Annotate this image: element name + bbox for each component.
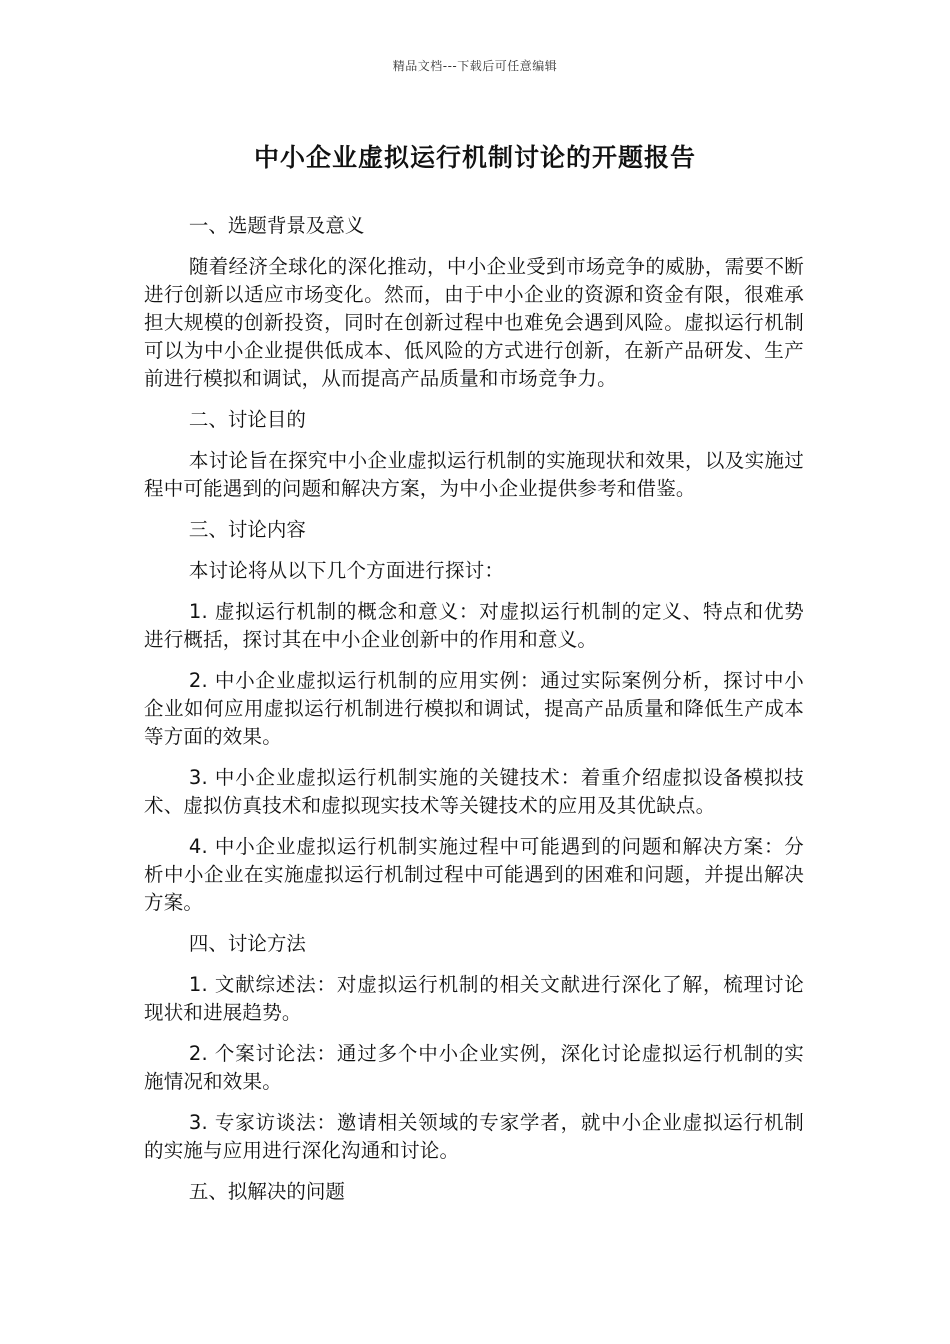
paragraph-content-intro: 本讨论将从以下几个方面进行探讨：	[188, 559, 505, 582]
list-item-method-3: 3. 专家访谈法：邀请相关领域的专家学者，就中小企业虚拟运行机制的实施与应用进行深化沟通和讨论。	[144, 1111, 804, 1162]
list-item-method-1: 1. 文献综述法：对虚拟运行机制的相关文献进行深化了解，梳理讨论现状和进展趋势。	[144, 973, 804, 1024]
list-item-content-1: 1. 虚拟运行机制的概念和意义：对虚拟运行机制的定义、特点和优势进行概括，探讨其在中小企业创新中的作用和意义。	[144, 600, 804, 651]
document-title: 中小企业虚拟运行机制讨论的开题报告	[253, 143, 696, 172]
section-heading-purpose: 二、讨论目的	[188, 408, 306, 431]
section-heading-methods: 四、讨论方法	[188, 932, 306, 955]
list-item-method-2: 2. 个案讨论法：通过多个中小企业实例，深化讨论虚拟运行机制的实施情况和效果。	[144, 1042, 804, 1093]
paragraph-background: 随着经济全球化的深化推动，中小企业受到市场竞争的威胁，需要不断进行创新以适应市场变化。然而，由于中小企业的资源和资金有限，很难承担大规模的创新投资，同时在创新过程中也难免会遇到风险。虚拟运行机制可以为中小企业提供低成本、低风险的方式进行创新，在新产品研发、生产前进行模拟和调试，从而提高产品质量和市场竞争力。	[144, 255, 804, 390]
list-item-content-3: 3. 中小企业虚拟运行机制实施的关键技术：着重介绍虚拟设备模拟技术、虚拟仿真技术和虚拟现实技术等关键技术的应用及其优缺点。	[144, 766, 804, 817]
header-note: 精品文档---下载后可任意编辑	[392, 59, 558, 73]
document-body	[144, 212, 804, 1219]
section-heading-problems: 五、拟解决的问题	[188, 1180, 345, 1203]
section-heading-content: 三、讨论内容	[188, 518, 306, 541]
list-item-content-4: 4. 中小企业虚拟运行机制实施过程中可能遇到的问题和解决方案：分析中小企业在实施虚拟运行机制过程中可能遇到的困难和问题，并提出解决方案。	[144, 835, 804, 914]
section-heading-background: 一、选题背景及意义	[188, 214, 365, 237]
paragraph-purpose: 本讨论旨在探究中小企业虚拟运行机制的实施现状和效果，以及实施过程中可能遇到的问题和解决方案，为中小企业提供参考和借鉴。	[144, 449, 804, 500]
list-item-content-2: 2. 中小企业虚拟运行机制的应用实例：通过实际案例分析，探讨中小企业如何应用虚拟运行机制进行模拟和调试，提高产品质量和降低生产成本等方面的效果。	[144, 669, 804, 748]
